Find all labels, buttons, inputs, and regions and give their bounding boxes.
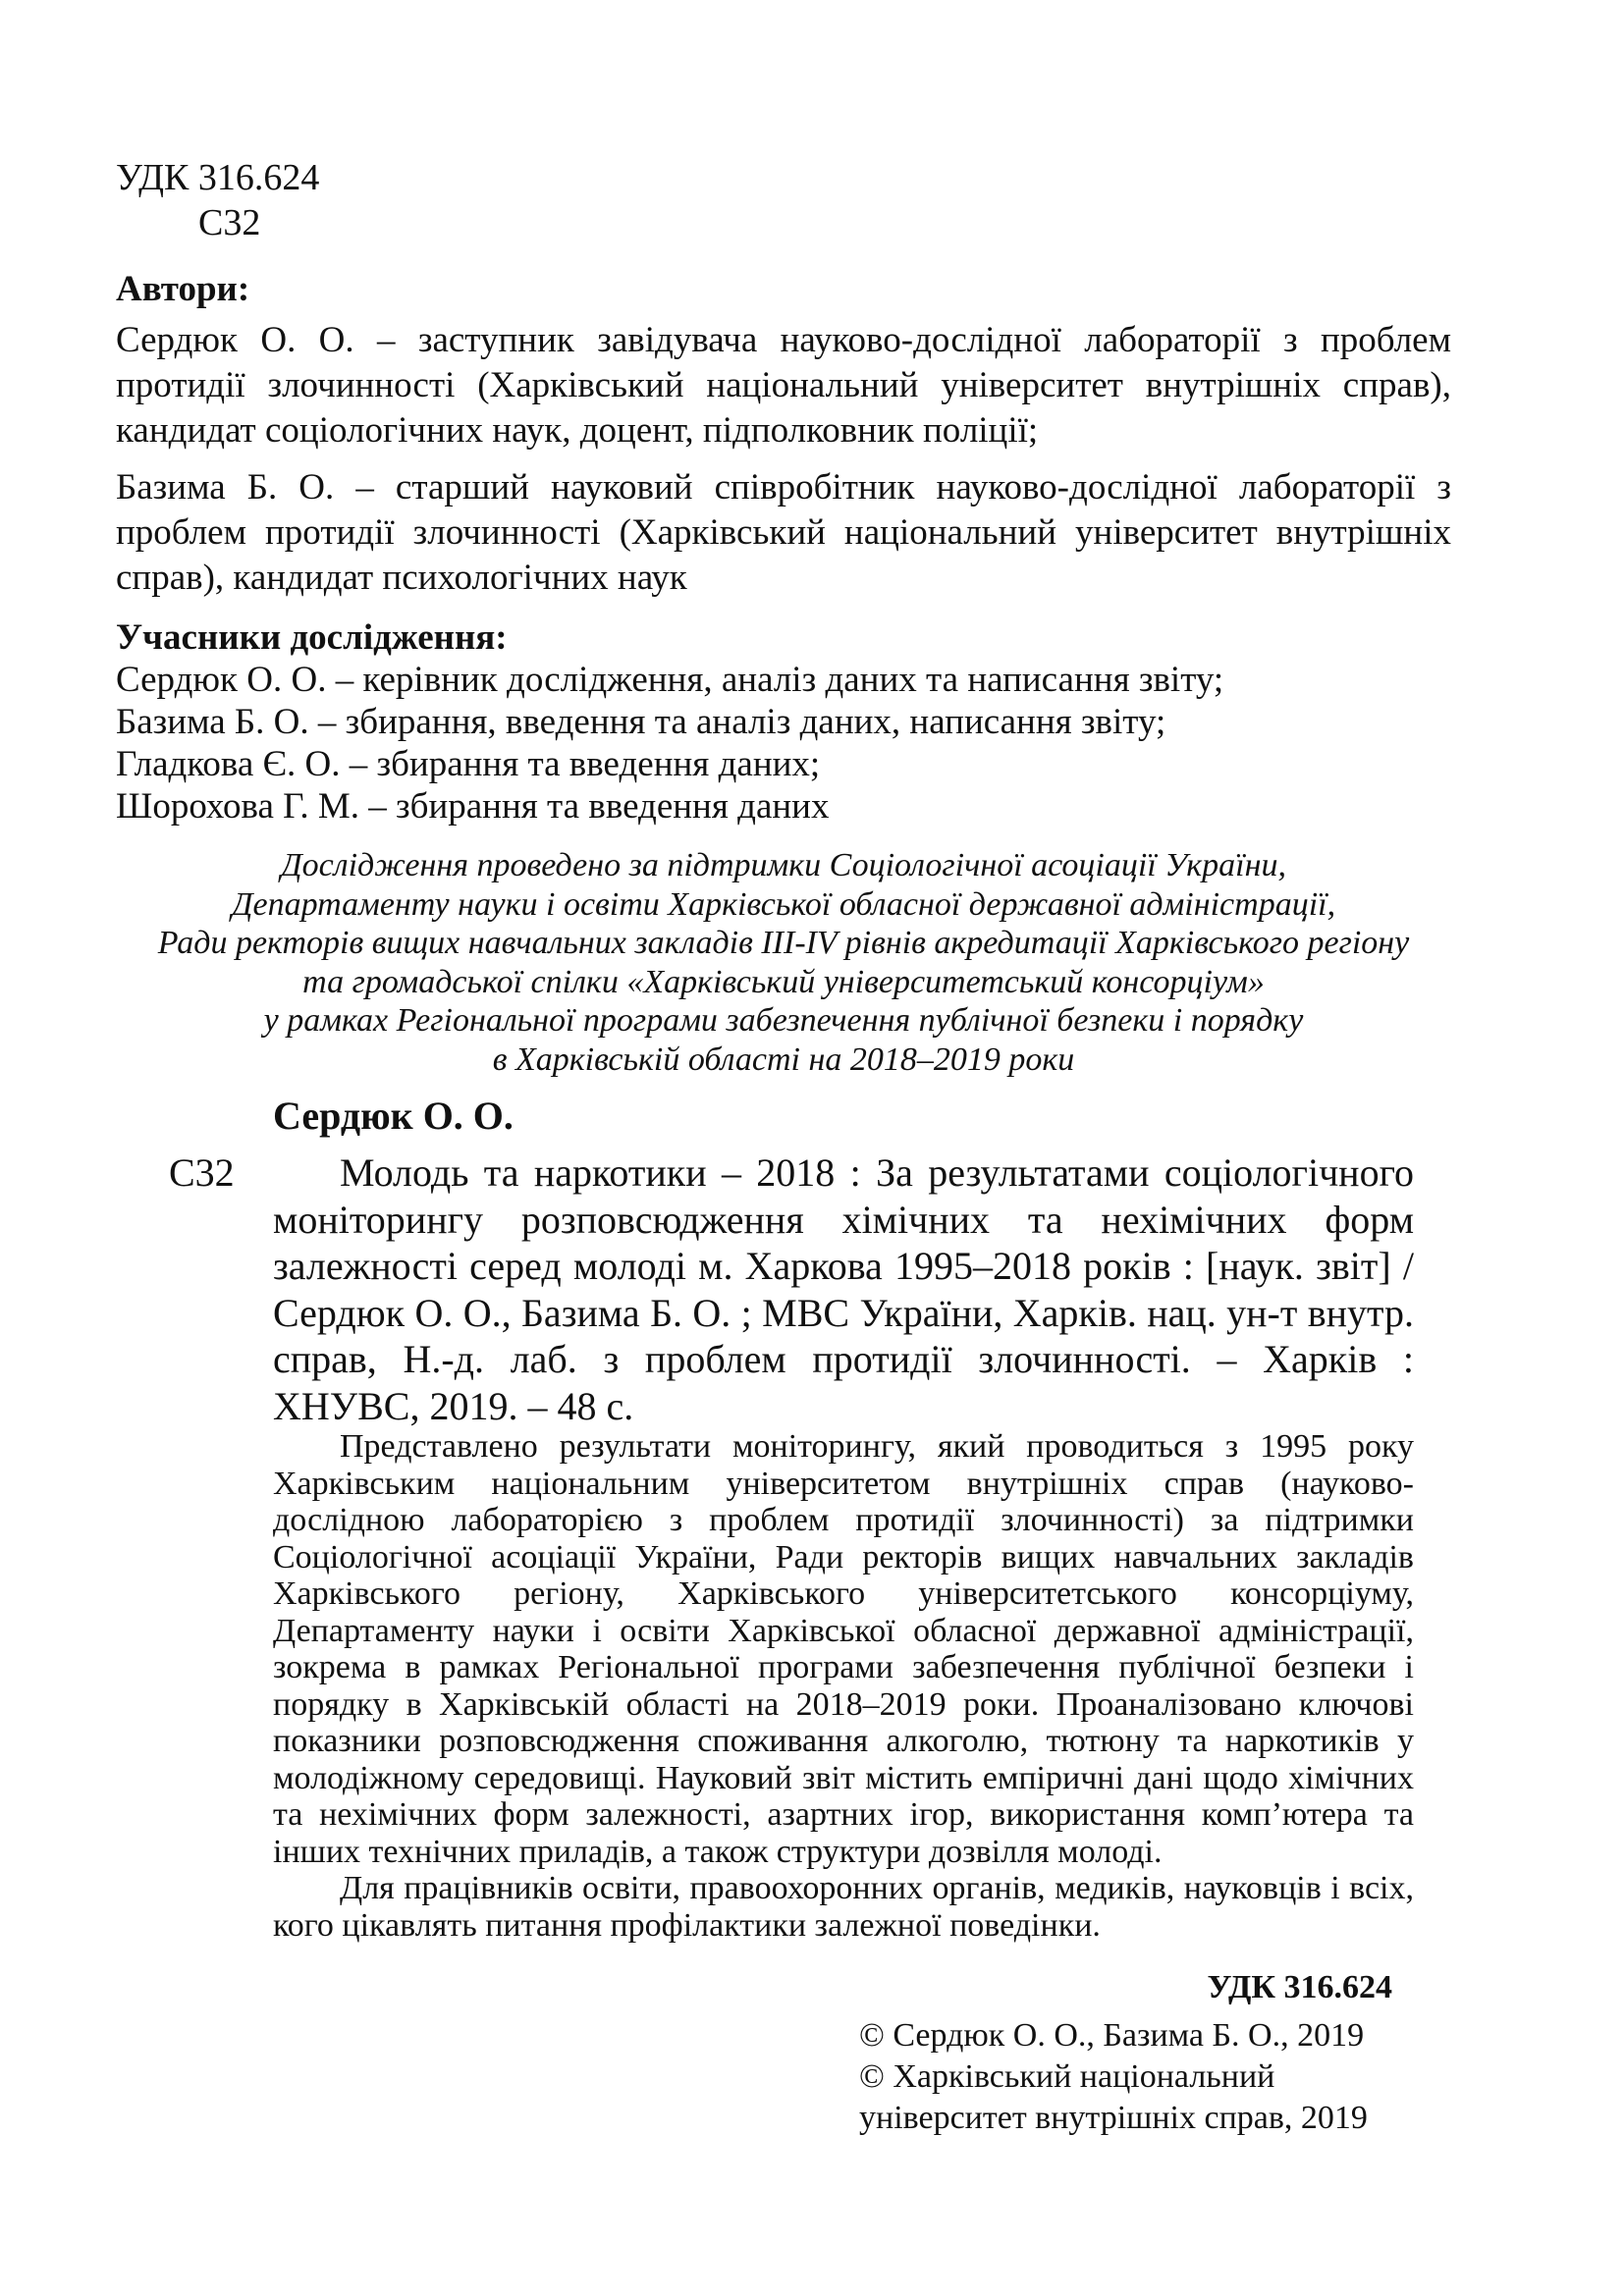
participant-entry: Гладкова Є. О. – збирання та введення даних; [116, 744, 821, 784]
audience-paragraph: Для працівників освіти, правоохоронних органів, медиків, науковців і всіх, кого цікавлять питання профілактики залежної поведінки. [273, 1870, 1414, 1944]
udk-code: УДК 316.624 [116, 157, 320, 198]
support-line: у рамках Регіональної програми забезпечення публічної безпеки і порядку [263, 1002, 1304, 1039]
support-statement [116, 846, 1451, 1079]
support-line: Дослідження проведено за підтримки Соціологічної асоціації України, [281, 847, 1286, 883]
bib-cipher: С32 [169, 1150, 235, 1195]
participant-entry: Сердюк О. О. – керівник дослідження, аналіз даних та написання звіту; [116, 660, 1224, 700]
bib-description: Молодь та наркотики – 2018 : За результатами соціологічного моніторингу розповсюдження хімічних та нехімічних форм залежності серед молоді м. Харкова 1995–2018 років : [наук. звіт] / Сердюк О. О., Базима Б. О. ; МВС України, Харків. нац. ун-т внутр. справ, Н.-д. лаб. з проблем протидії злочинності. – Харків : ХНУВС, 2019. – 48 с. [273, 1150, 1414, 1428]
authors-title: Автори: [116, 269, 250, 309]
abstract-section [273, 1428, 1414, 1944]
author-entry: Базима Б. О. – старший науковий співробітник науково-дослідної лабораторії з проблем протидії злочинності (Харківський національний університет внутрішніх справ), кандидат психологічних наук [116, 467, 1451, 598]
copyright-block [859, 2015, 1409, 2139]
participant-entry: Шорохова Г. М. – збирання та введення даних [116, 786, 830, 827]
authors-section [116, 267, 1451, 601]
abstract-paragraph: Представлено результати моніторингу, який проводиться з 1995 року Харківським національним університетом внутрішніх справ (науково-дослідною лабораторією з проблем протидії злочинності) за підтримки Соціологічної асоціації України, Ради ректорів вищих навчальних закладів Харківського регіону, Харківського університетського консорціуму, Департаменту науки і освіти Харківської обласної державної адміністрації, зокрема в рамках Регіональної програми забезпечення публічної безпеки і порядку в Харківській області на 2018–2019 роки. Проаналізовано ключові показники розповсюдження споживання алкоголю, тютюну та наркотиків у молодіжному середовищі. Науковий звіт містить емпіричні дані щодо хімічних та нехімічних форм залежності, азартних ігор, використання комп’ютера та інших технічних приладів, а також структури дозвілля молоді. [273, 1428, 1414, 1870]
copyright-line: © Харківський національний [859, 2058, 1275, 2095]
udk-footer: УДК 316.624 [1207, 1969, 1392, 2005]
support-line: в Харківській області на 2018–2019 роки [492, 1041, 1075, 1078]
participants-title: Учасники дослідження: [116, 617, 508, 658]
copyright-line: університет внутрішніх справ, 2019 [859, 2100, 1368, 2136]
copyright-line: © Сердюк О. О., Базима Б. О., 2019 [859, 2017, 1365, 2054]
author-entry: Сердюк О. О. – заступник завідувача науково-дослідної лабораторії з проблем протидії злочинності (Харківський національний університет внутрішніх справ), кандидат соціологічних наук, доцент, підполковник поліції; [116, 320, 1451, 451]
bib-author-heading: Сердюк О. О. [273, 1094, 514, 1138]
support-line: та громадської спілки «Харківський університетський консорціум» [302, 963, 1265, 1000]
udk-header [116, 155, 319, 245]
support-line: Департаменту науки і освіти Харківської обласної державної адміністрації, [231, 885, 1336, 923]
participant-entry: Базима Б. О. – збирання, введення та аналіз даних, написання звіту; [116, 702, 1166, 742]
support-line: Ради ректорів вищих навчальних закладів ІІІ-IV рівнів акредитації Харківського регіону [157, 925, 1410, 961]
library-cipher: С32 [198, 202, 261, 243]
participants-section [116, 616, 1451, 828]
